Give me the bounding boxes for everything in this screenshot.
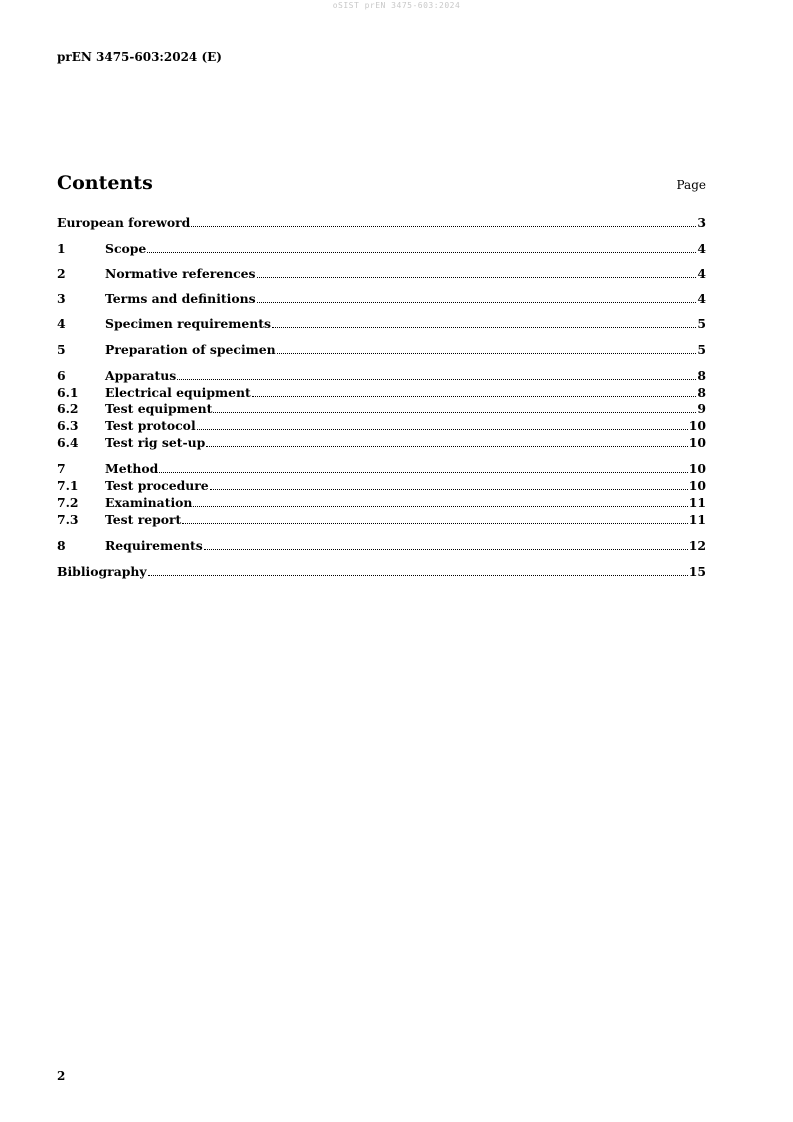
dot-leader	[277, 350, 697, 354]
toc-entry-title: Examination	[105, 495, 193, 510]
watermark-text: oSIST prEN 3475-603:2024	[332, 1, 461, 10]
toc-entry-number: 8	[57, 538, 66, 553]
toc-entry[interactable]	[57, 367, 706, 384]
toc-entry-page: 11	[688, 512, 706, 527]
toc-entry-title: Test procedure	[105, 478, 209, 493]
toc-entry-page: 10	[688, 435, 706, 450]
dot-leader	[177, 376, 696, 380]
toc-entry-title: Test equipment	[105, 401, 213, 416]
toc-entry-number: 7	[57, 461, 66, 476]
dot-leader	[252, 393, 697, 397]
toc-entry[interactable]	[57, 240, 706, 257]
dot-leader	[213, 409, 696, 413]
toc-entry-number: 6.1	[57, 385, 79, 400]
dot-leader	[159, 469, 687, 473]
toc-entry-number: 6.4	[57, 435, 79, 450]
toc-entry-page: 5	[697, 342, 706, 357]
contents-header	[57, 172, 706, 194]
toc-entry[interactable]	[57, 214, 706, 231]
toc-entry-number: 1	[57, 241, 66, 256]
page-column-label: Page	[676, 178, 706, 192]
toc-entry-title: Specimen requirements	[105, 316, 271, 331]
toc-entry[interactable]	[57, 341, 706, 358]
dot-leader	[257, 299, 697, 303]
dot-leader	[204, 546, 688, 550]
toc-entry[interactable]	[57, 563, 706, 580]
dot-leader	[272, 324, 696, 328]
toc-entry-page: 8	[697, 385, 706, 400]
toc-entry-page: 15	[688, 564, 706, 579]
toc-entry[interactable]	[57, 265, 706, 282]
toc-entry-page: 5	[697, 316, 706, 331]
toc-entry[interactable]	[57, 400, 706, 417]
toc-entry-number: 4	[57, 316, 66, 331]
dot-leader	[210, 486, 688, 490]
toc-entry[interactable]	[57, 511, 706, 528]
dot-leader	[182, 520, 687, 524]
toc-entry-number: 2	[57, 266, 66, 281]
toc-entry-number: 7.1	[57, 478, 79, 493]
toc-entry-number: 6.2	[57, 401, 79, 416]
toc-entry-number: 6	[57, 368, 66, 383]
toc-entry-number: 5	[57, 342, 66, 357]
toc-entry-page: 10	[688, 461, 706, 476]
dot-leader	[257, 274, 697, 278]
toc-entry[interactable]	[57, 434, 706, 451]
toc-entry-title: Requirements	[105, 538, 203, 553]
toc-entry-number: 3	[57, 291, 66, 306]
toc-entry-title: Test rig set-up	[105, 435, 206, 450]
toc-entry-page: 4	[697, 266, 706, 281]
toc-entry-number: 6.3	[57, 418, 79, 433]
toc-entry-page: 10	[688, 418, 706, 433]
toc-entry-title: Apparatus	[105, 368, 177, 383]
toc-entry-title: Normative references	[105, 266, 256, 281]
toc-entry-page: 4	[697, 291, 706, 306]
dot-leader	[206, 443, 687, 447]
toc-entry-title: Terms and definitions	[105, 291, 256, 306]
dot-leader	[197, 426, 688, 430]
toc-entry-page: 10	[688, 478, 706, 493]
toc-entry[interactable]	[57, 290, 706, 307]
toc-entry-title: Method	[105, 461, 159, 476]
toc-entry-title: European foreword	[57, 215, 191, 230]
toc-entry-page: 12	[688, 538, 706, 553]
dot-leader	[148, 572, 688, 576]
toc-entry[interactable]	[57, 494, 706, 511]
contents-title: Contents	[57, 172, 153, 194]
toc-entry-page: 4	[697, 241, 706, 256]
toc-entry[interactable]	[57, 315, 706, 332]
dot-leader	[193, 503, 687, 507]
toc-entry-title: Test report	[105, 512, 182, 527]
toc-entry[interactable]	[57, 537, 706, 554]
toc-entry-number: 7.3	[57, 512, 79, 527]
toc-entry[interactable]	[57, 417, 706, 434]
toc-entry[interactable]	[57, 460, 706, 477]
toc-entry-title: Bibliography	[57, 564, 147, 579]
dot-leader	[147, 249, 696, 253]
toc-entry-page: 9	[697, 401, 706, 416]
toc-entry[interactable]	[57, 477, 706, 494]
toc-entry-title: Scope	[105, 241, 147, 256]
toc-entry-title: Preparation of specimen	[105, 342, 276, 357]
toc-entry-page: 8	[697, 368, 706, 383]
dot-leader	[191, 223, 696, 227]
toc-entry-page: 3	[697, 215, 706, 230]
toc-entry-title: Test protocol	[105, 418, 196, 433]
toc-entry[interactable]	[57, 384, 706, 401]
toc-entry-title: Electrical equipment	[105, 385, 251, 400]
toc-entry-number: 7.2	[57, 495, 79, 510]
document-identifier: prEN 3475-603:2024 (E)	[57, 50, 222, 64]
toc-entry-page: 11	[688, 495, 706, 510]
page-number: 2	[57, 1069, 66, 1083]
